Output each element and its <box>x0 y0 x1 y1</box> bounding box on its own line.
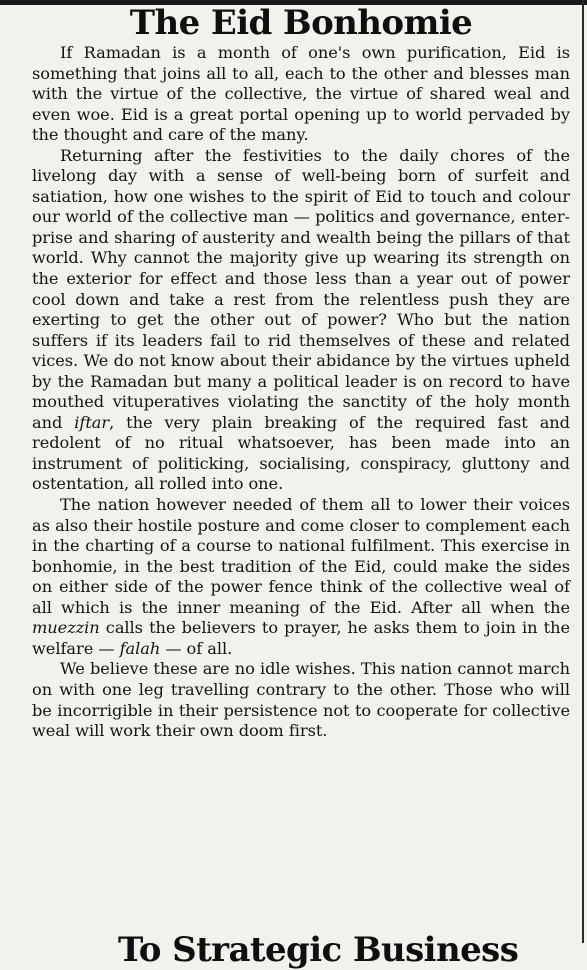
paragraph-3 <box>32 495 570 659</box>
italic-term: falah <box>119 638 161 658</box>
paragraph-4 <box>32 659 570 741</box>
text-run: — of all. <box>160 638 233 658</box>
article-body <box>32 43 570 742</box>
right-column-rule <box>582 0 584 943</box>
text-run: If Ramadan is a month of one's own purification, Eid is something that joins all to all, each to the other and blesses man with the virtue of the collective, the virtue of shared weal and even woe. Eid is a great portal opening up to world pervaded by the thought and care of the many. <box>32 43 570 145</box>
paragraph-1 <box>32 43 570 146</box>
text-run: calls the believers to prayer, he asks them to join in the welfare — <box>32 618 570 658</box>
italic-term: iftar <box>74 412 110 432</box>
text-run: , the very plain breaking of the required fast and redolent of no ritual whatsoever, has been made into an instrument of politicking, socialising, conspiracy, gluttony and ostentation, all rolled into one. <box>32 412 570 494</box>
editorial-column <box>32 0 570 742</box>
next-article-headline: To Strategic Business <box>118 930 519 970</box>
text-run: The nation however needed of them all to lower their voices as also their hostile posture and come closer to complement each in the charting of a course to national fulfilment. This exercise in bonhomie, in the best tradition of the Eid, could make the sides on either side of the power fence think of the collective weal of all which is the inner meaning of the Eid. After all when the <box>32 495 570 617</box>
italic-term: muezzin <box>32 618 100 638</box>
text-run: We believe these are no idle wishes. This nation cannot march on with one leg travelling contrary to the other. Those who will be incorrigible in their persistence not to cooperate for collective weal will work their own doom first. <box>32 659 570 741</box>
text-run: Returning after the festivities to the daily chores of the livelong day with a sense of well-being born of surfeit and satiation, how one wishes to the spirit of Eid to touch and colour our world of the collective man — politics and governance, enterprise and sharing of austerity and wealth being the pillars of that world. Why cannot the majority give up wearing its strength on the exterior for effect and those less than a year out of power cool down and take a rest from the relentless push they are exerting to get the other out of power? Who but the nation suffers if its leaders fail to rid themselves of these and related vices. We do not know about their abidance by the virtues upheld by the Ramadan but many a political leader is on record to have mouthed vituperatives violating the sanctity of the holy month and <box>32 145 570 432</box>
article-headline: The Eid Bonhomie <box>129 3 473 43</box>
paragraph-2 <box>32 146 570 495</box>
